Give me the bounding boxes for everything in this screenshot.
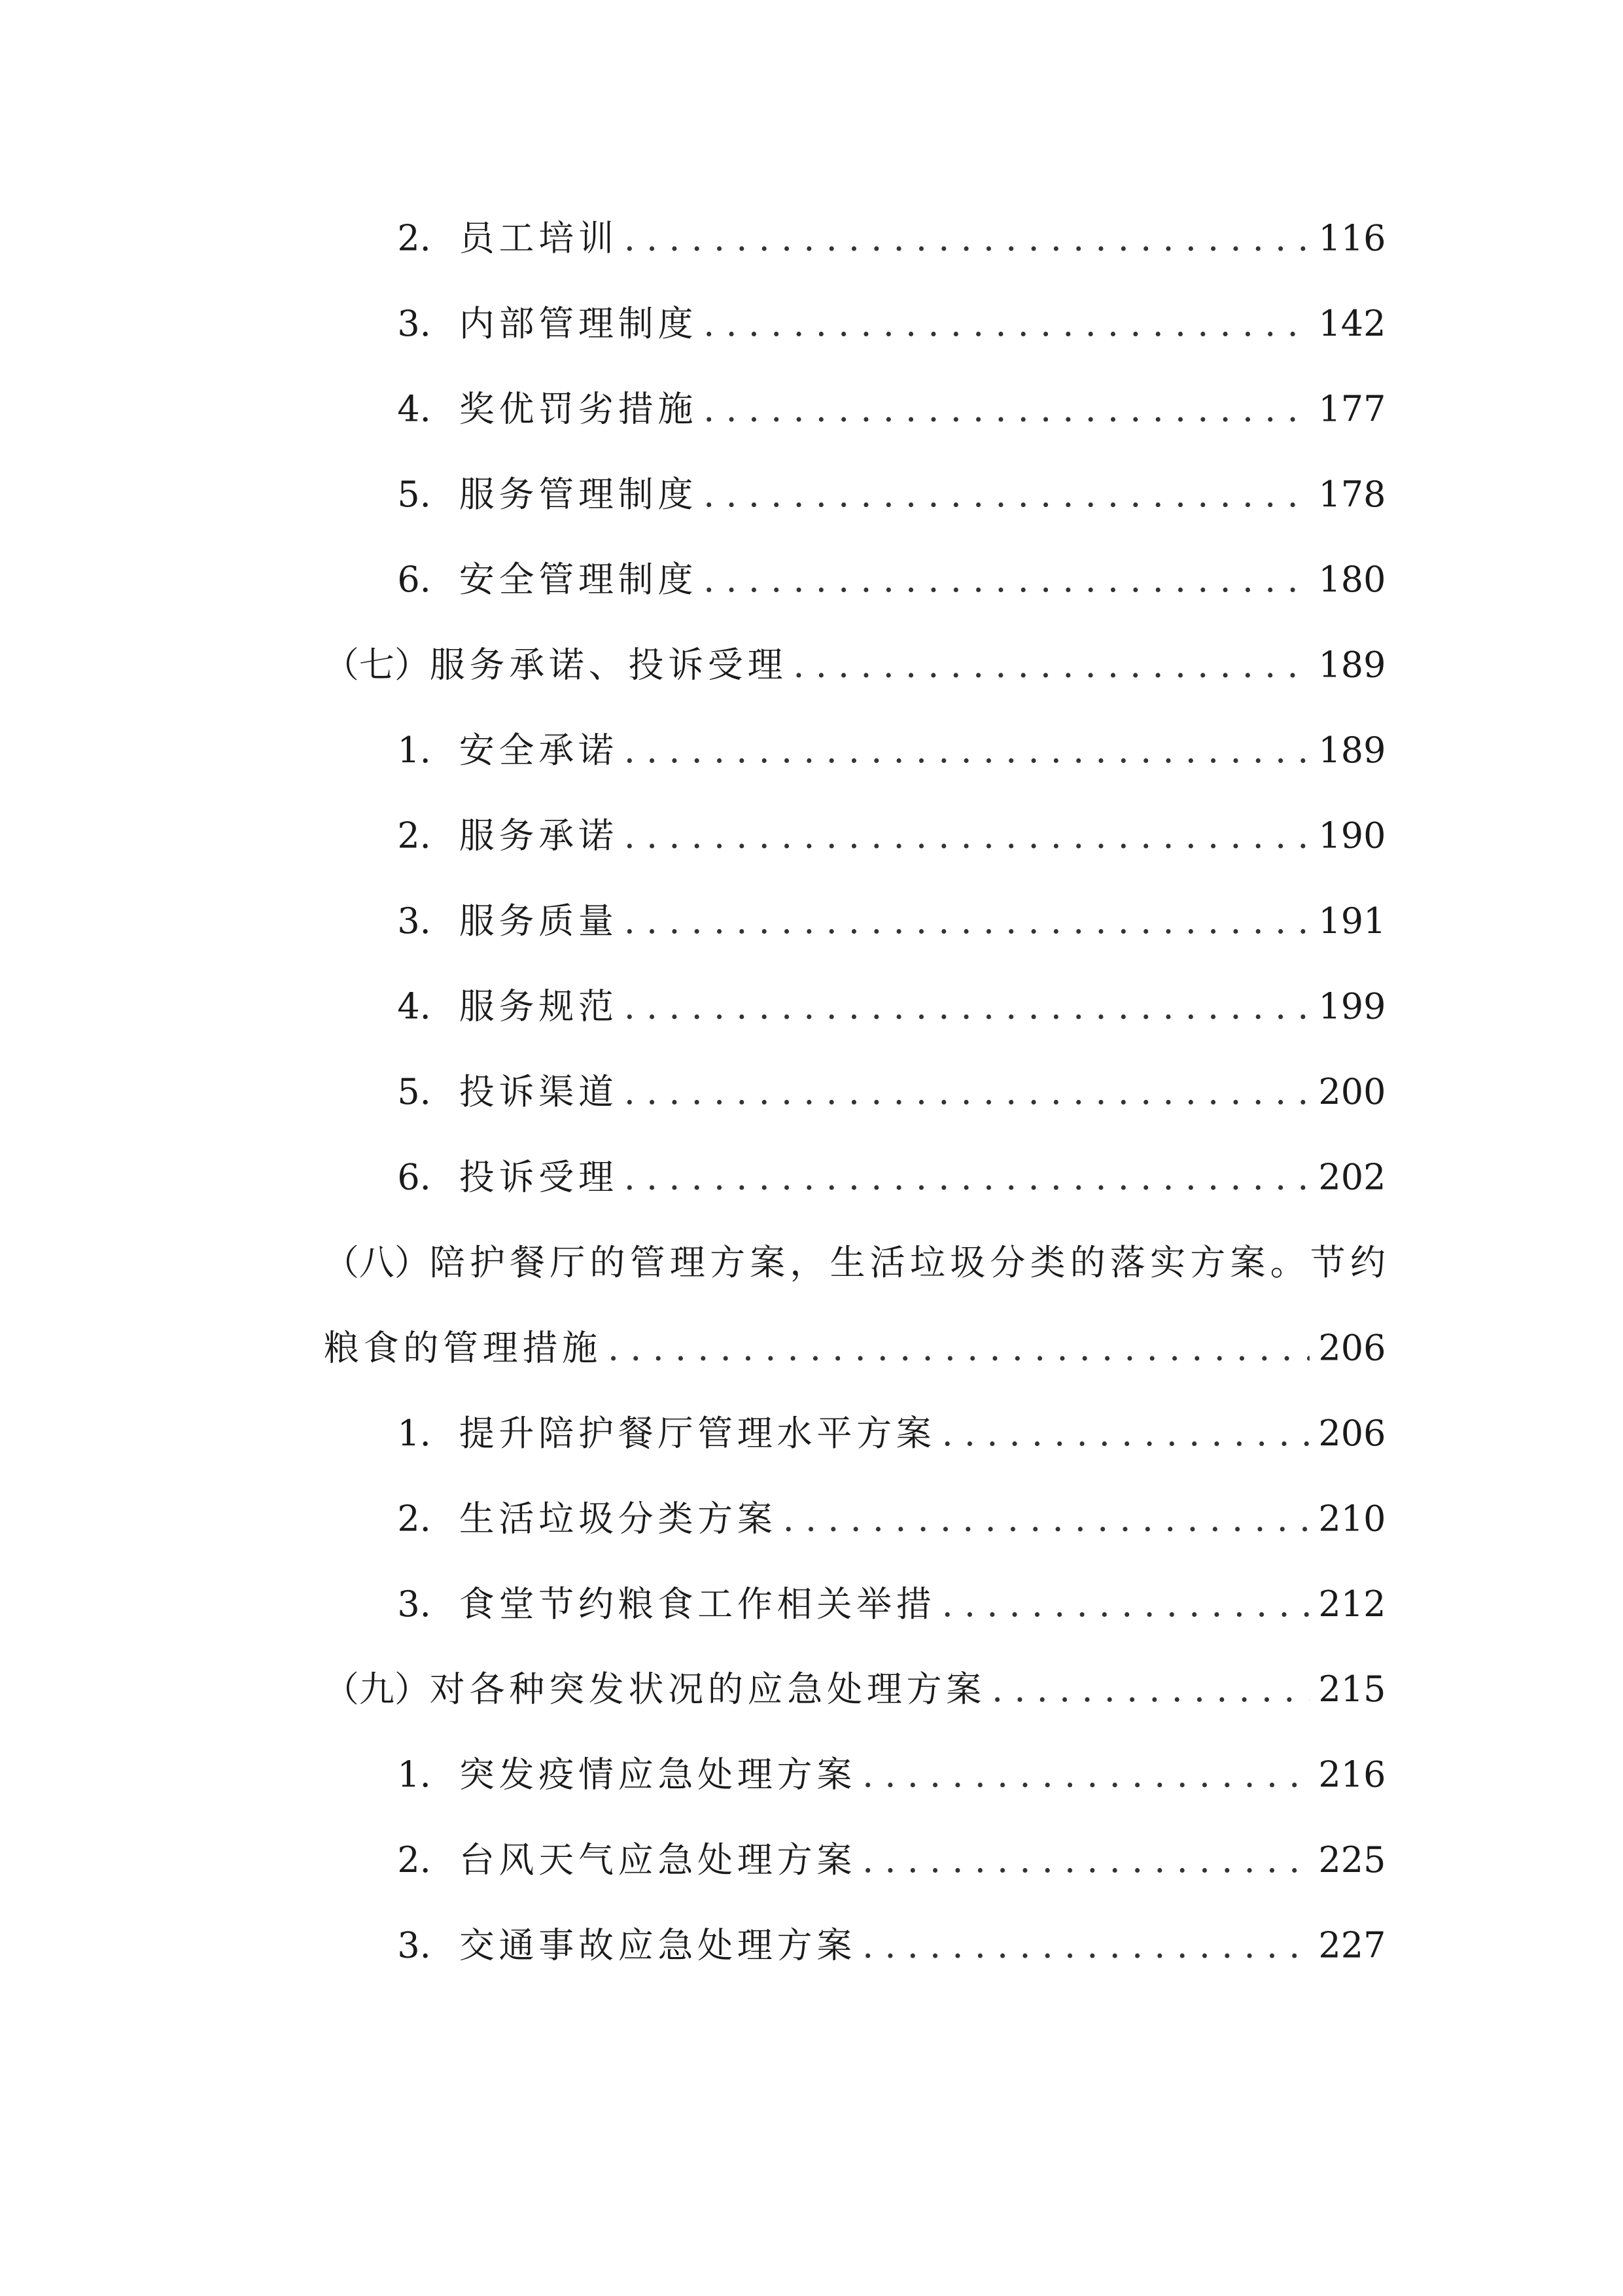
- toc-entry-title: 提升陪护餐厅管理水平方案: [459, 1413, 936, 1455]
- toc-entry-page: 177: [1318, 388, 1386, 430]
- toc-entry[interactable]: [397, 1066, 1386, 1119]
- toc-entry-title: 对各种突发状况的应急处理方案: [429, 1669, 986, 1710]
- toc-entry-number: 1.: [397, 730, 431, 771]
- dot-leader: [624, 980, 1310, 1033]
- toc-section-entry[interactable]: [324, 639, 1384, 692]
- toc-entry-page: 200: [1318, 1071, 1386, 1113]
- toc-section-entry[interactable]: [323, 1236, 1391, 1289]
- toc-entry-number: 5.: [397, 1071, 431, 1113]
- toc-entry-page: 210: [1318, 1498, 1386, 1540]
- dot-leader: [624, 895, 1310, 948]
- toc-entry-number: 2.: [397, 815, 431, 857]
- toc-entry-page: 191: [1318, 900, 1386, 942]
- toc-section-entry-continued[interactable]: [324, 1322, 1384, 1375]
- toc-entry-title: 服务管理制度: [459, 474, 698, 516]
- dot-leader: [703, 383, 1310, 436]
- dot-leader: [783, 1492, 1310, 1545]
- toc-entry-number: 5.: [397, 474, 431, 516]
- toc-entry-title: 突发疫情应急处理方案: [459, 1754, 857, 1796]
- toc-entry-number: 4.: [397, 986, 431, 1028]
- dot-leader: [992, 1663, 1310, 1716]
- dot-leader: [942, 1407, 1310, 1460]
- toc-entry[interactable]: [397, 980, 1386, 1033]
- toc-entry[interactable]: [397, 1578, 1386, 1631]
- toc-section-number: （九）: [323, 1669, 430, 1710]
- dot-leader: [624, 1066, 1310, 1119]
- toc-entry-title: 内部管理制度: [459, 303, 698, 345]
- dot-leader: [624, 212, 1310, 265]
- toc-entry-title: 服务承诺、投诉受理: [429, 645, 788, 686]
- toc-entry[interactable]: [397, 895, 1386, 948]
- dot-leader: [862, 1748, 1310, 1801]
- toc-section-entry[interactable]: [324, 1663, 1384, 1716]
- toc-entry-number: 6.: [397, 559, 431, 601]
- toc-entry-title: 投诉渠道: [459, 1071, 618, 1113]
- toc-entry-page: 199: [1318, 986, 1386, 1028]
- dot-leader: [624, 724, 1310, 777]
- toc-entry[interactable]: [397, 809, 1386, 862]
- toc-entry-title: 奖优罚劣措施: [459, 388, 698, 430]
- toc-entry-number: 3.: [397, 1583, 431, 1625]
- toc-entry-title-line2: 粮食的管理措施: [323, 1327, 602, 1369]
- dot-leader: [703, 554, 1310, 607]
- toc-entry-title: 投诉受理: [459, 1156, 618, 1198]
- dot-leader: [608, 1322, 1310, 1375]
- toc-entry-number: 3.: [397, 303, 431, 345]
- toc-entry[interactable]: [397, 1834, 1386, 1887]
- toc-entry-number: 6.: [397, 1156, 431, 1198]
- dot-leader: [703, 297, 1310, 350]
- toc-entry-page: 180: [1318, 559, 1386, 601]
- toc-entry-number: 1.: [397, 1754, 431, 1796]
- toc-entry-page: 142: [1318, 303, 1386, 345]
- toc-entry-number: 2.: [397, 217, 431, 259]
- toc-entry-page: 189: [1318, 645, 1386, 686]
- toc-entry-title: 交通事故应急处理方案: [459, 1925, 857, 1967]
- toc-entry-number: 4.: [397, 388, 431, 430]
- toc-entry[interactable]: [397, 1492, 1386, 1545]
- toc-entry-title: 生活垃圾分类方案: [459, 1498, 777, 1540]
- dot-leader: [624, 1151, 1310, 1204]
- toc-entry-number: 1.: [397, 1413, 431, 1455]
- dot-leader: [793, 639, 1310, 692]
- toc-entry-title: 服务质量: [459, 900, 618, 942]
- toc-section-number: （八）: [323, 1242, 430, 1284]
- toc-entry-number: 3.: [397, 900, 431, 942]
- toc-entry[interactable]: [397, 383, 1386, 436]
- toc-entry[interactable]: [397, 1919, 1386, 1972]
- toc-entry-page: 190: [1318, 815, 1386, 857]
- toc-entry[interactable]: [397, 1748, 1386, 1801]
- toc-entry-title: 食堂节约粮食工作相关举措: [459, 1583, 936, 1625]
- dot-leader: [862, 1919, 1310, 1972]
- toc-entry-page: 178: [1318, 474, 1386, 516]
- toc-section-number: （七）: [323, 645, 430, 686]
- toc-entry-number: 2.: [397, 1839, 431, 1881]
- toc-entry-title: 安全管理制度: [459, 559, 698, 601]
- toc-entry-page: 202: [1318, 1156, 1386, 1198]
- toc-entry-title: 台风天气应急处理方案: [459, 1839, 857, 1881]
- toc-entry-title: 员工培训: [459, 217, 618, 259]
- toc-entry-number: 3.: [397, 1925, 431, 1967]
- toc-entry-title: 安全承诺: [459, 730, 618, 771]
- toc-entry-number: 2.: [397, 1498, 431, 1540]
- toc-entry-title-line1: 陪护餐厅的管理方案，生活垃圾分类的落实方案。节约: [429, 1242, 1391, 1284]
- toc-entry-page: 189: [1318, 730, 1386, 771]
- toc-entry-title: 服务规范: [459, 986, 618, 1028]
- toc-entry[interactable]: [397, 724, 1386, 777]
- dot-leader: [624, 809, 1310, 862]
- toc-entry[interactable]: [397, 297, 1386, 350]
- dot-leader: [942, 1578, 1310, 1631]
- toc-entry-page: 116: [1318, 217, 1386, 259]
- toc-entry-page: 227: [1318, 1925, 1386, 1967]
- toc-entry[interactable]: [397, 1407, 1386, 1460]
- dot-leader: [703, 468, 1310, 521]
- toc-entry-page: 206: [1318, 1327, 1386, 1369]
- toc-entry-page: 212: [1318, 1583, 1386, 1625]
- toc-entry[interactable]: [397, 212, 1386, 265]
- toc-entry[interactable]: [397, 468, 1386, 521]
- toc-entry[interactable]: [397, 554, 1386, 607]
- toc-entry-page: 215: [1318, 1669, 1386, 1710]
- dot-leader: [862, 1834, 1310, 1887]
- toc-entry-page: 225: [1318, 1839, 1386, 1881]
- toc-entry-page: 216: [1318, 1754, 1386, 1796]
- toc-entry-title: 服务承诺: [459, 815, 618, 857]
- toc-entry[interactable]: [397, 1151, 1386, 1204]
- toc-entry-page: 206: [1318, 1413, 1386, 1455]
